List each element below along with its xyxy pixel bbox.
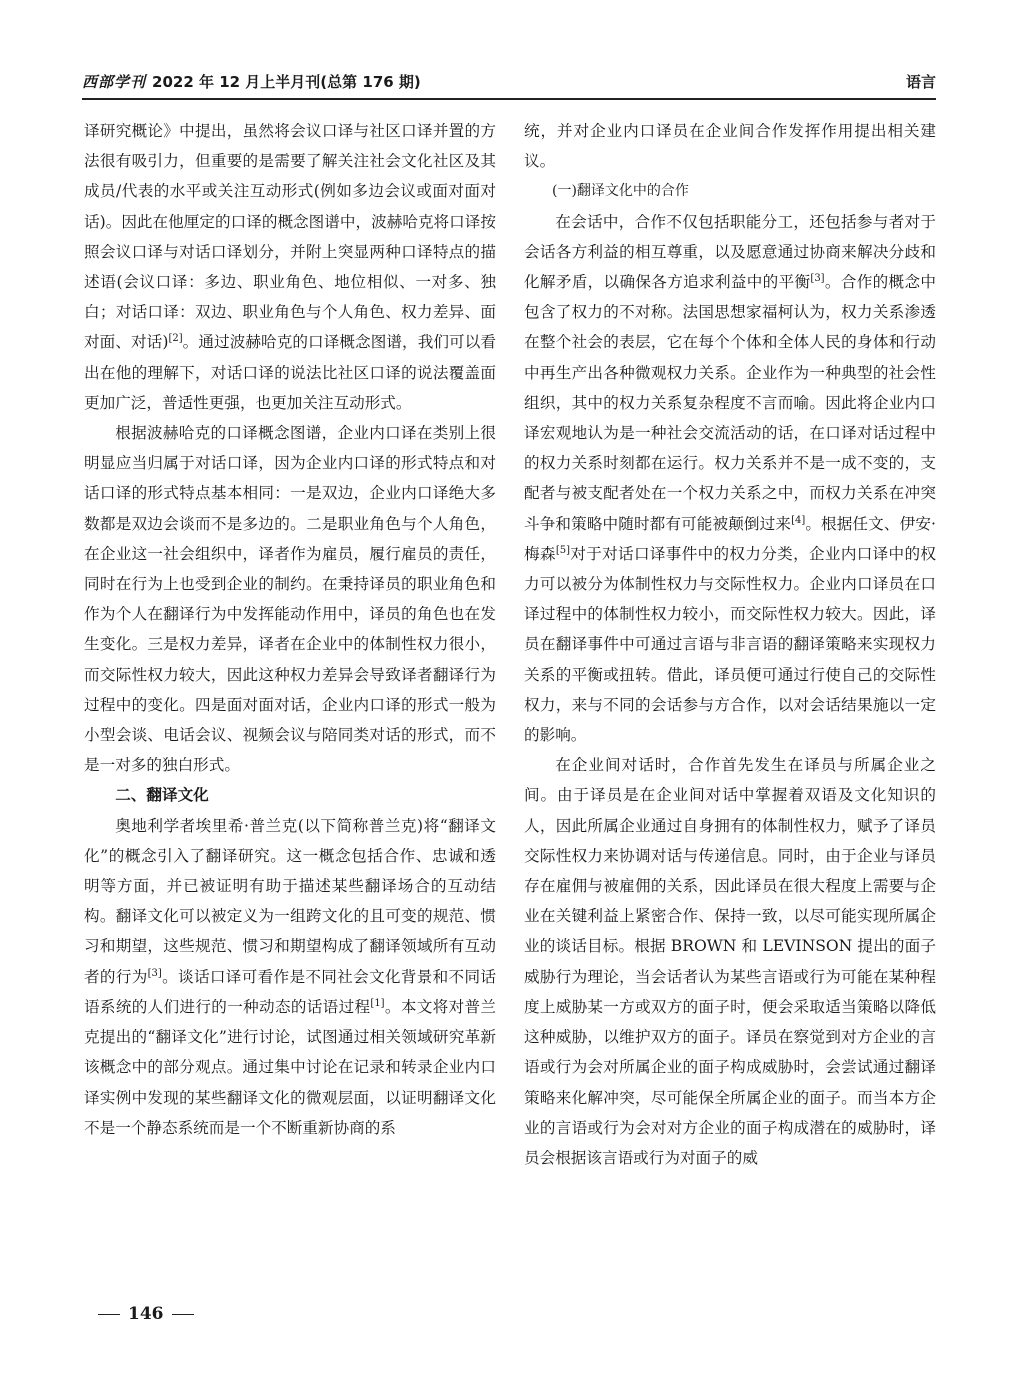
citation-ref: [3] bbox=[810, 272, 825, 284]
citation-ref: [1] bbox=[370, 997, 385, 1009]
text-run: 。通过波赫哈克的口译概念图谱，我们可以看出在他的理解下，对话口译的说法比社区口译的说法覆盖面更加广泛，普适性更强，也更加关注互动形式。 bbox=[84, 333, 496, 412]
paragraph: 根据波赫哈克的口译概念图谱，企业内口译在类别上很明显应当归属于对话口译，因为企业内口译的形式特点和对话口译的形式特点基本相同：一是双边，企业内口译绝大多数都是双边会谈而不是多边的。二是职业角色与个人角色，在企业这一社会组织中，译者作为雇员，履行雇员的责任，同时在行为上也受到企业的制约。在秉持译员的职业角色和作为个人在翻译行为中发挥能动作用中，译员的角色也在发生变化。三是权力差异，译者在企业中的体制性权力很小，而交际性权力较大，因此这种权力差异会导致译者翻译行为过程中的变化。四是面对面对话，企业内口译的形式一般为小型会谈、电话会议、视频会议与陪同类对话的形式，而不是一对多的独白形式。 bbox=[84, 424, 496, 775]
footer-dash bbox=[172, 1314, 194, 1315]
citation-ref: [3] bbox=[147, 967, 162, 979]
text-run: 奥地利学者埃里希·普兰克(以下简称普兰克)将“翻译文化”的概念引入了翻译研究。这一概念包括合作、忠诚和透明等方面，并已被证明有助于描述某些翻译场合的互动结构。翻译文化可以被定义为一组跨文化的且可变的规范、惯习和期望，这些规范、惯习和期望构成了翻译领域所有互动者的行为 bbox=[84, 816, 496, 986]
text-run: 。谈话口译可看作是不同社会文化背景和不同话语系统的人们进行的一种动态的话语过程 bbox=[84, 967, 496, 1016]
text-run: 在会话中，合作不仅包括职能分工，还包括参与者对于会话各方利益的相互尊重，以及愿意通过协商来解决分歧和化解矛盾，以确保各方追求利益中的平衡 bbox=[524, 212, 936, 292]
citation-ref: [5] bbox=[555, 544, 570, 556]
right-column bbox=[524, 116, 936, 1173]
paragraph: 统，并对企业内口译员在企业间合作发挥作用提出相关建议。 bbox=[524, 122, 936, 171]
running-header bbox=[82, 70, 936, 100]
paragraph bbox=[524, 207, 936, 751]
footer-dash bbox=[98, 1314, 120, 1315]
citation-ref: [4] bbox=[791, 514, 806, 526]
page-number: 146 bbox=[128, 1304, 164, 1324]
issue-info: 2022 年 12 月上半月刊(总第 176 期) bbox=[152, 73, 421, 91]
text-run: 译研究概论》中提出，虽然将会议口译与社区口译并置的方法很有吸引力，但重要的是需要了解关注社会文化社区及其成员/代表的水平或关注互动形式(例如多边会议或面对面对话)。因此在他厘定的口译的概念图谱中，波赫哈克将口译按照会议口译与对话口译划分，并附上突显两种口译特点的描述语(会议口译：多边、职业角色、地位相似、一对多、独白；对话口译：双边、职业角色与个人角色、权力差异、面对面、对话) bbox=[84, 122, 496, 352]
paragraph bbox=[84, 811, 496, 1143]
journal-logo: 西部学刊 bbox=[82, 73, 147, 91]
section-heading: 二、翻译文化 bbox=[115, 786, 209, 805]
paragraph: 在企业间对话时，合作首先发生在译员与所属企业之间。由于译员是在企业间对话中掌握着双语及文化知识的人，因此所属企业通过自身拥有的体制性权力，赋予了译员交际性权力来协调对话与传递信息。同时，由于企业与译员存在雇佣与被雇佣的关系，因此译员在很大程度上需要与企业在关键利益上紧密合作、保持一致，以尽可能实现所属企业的谈话目标。根据 BROWN 和 LEVINSON 提出的面子威胁行为理论，当会话者认为某些言语或行为可能在某种程度上威胁某一方或双方的面子时，便会采取适当策略以降低这种威胁，以维护双方的面子。译员在察觉到对方企业的言语或行为会对所属企业的面子构成威胁时，会尝试通过翻译策略来化解冲突，尽可能保全所属企业的面子。而当本方企业的言语或行为会对对方企业的面子构成潜在的威胁时，译员会根据该言语或行为对面子的威 bbox=[524, 756, 936, 1167]
left-column bbox=[84, 116, 496, 1143]
text-run: 。合作的概念中包含了权力的不对称。法国思想家福柯认为，权力关系渗透在整个社会的表层，它在每个个体和全体人民的身体和行动中再生产出各种微观权力关系。企业作为一种典型的社会性组织，其中的权力关系复杂程度不言而喻。因此将企业内口译宏观地认为是一种社会交流活动的话，在口译对话过程中的权力关系时刻都在运行。权力关系并不是一成不变的，支配者与被支配者处在一个权力关系之中，而权力关系在冲突斗争和策略中随时都有可能被颠倒过来 bbox=[524, 273, 936, 533]
text-run: 对于对话口译事件中的权力分类，企业内口译中的权力可以被分为体制性权力与交际性权力。企业内口译员在口译过程中的体制性权力较小，而交际性权力较大。因此，译员在翻译事件中可通过言语与非言语的翻译策略来实现权力关系的平衡或扭转。借此，译员便可通过行使自己的交际性权力，来与不同的会话参与方合作，以对会话结果施以一定的影响。 bbox=[524, 544, 936, 745]
paragraph bbox=[84, 116, 496, 418]
journal-info bbox=[82, 71, 421, 92]
text-run: 。本文将对普兰克提出的“翻译文化”进行讨论，试图通过相关领域研究革新该概念中的部分观点。通过集中讨论在记录和转录企业内口译实例中发现的某些翻译文化的微观层面，以证明翻译文化不是一个静态系统而是一个不断重新协商的系 bbox=[84, 997, 496, 1137]
citation-ref: [2] bbox=[168, 333, 183, 345]
page-footer bbox=[90, 1304, 202, 1324]
section-label: 语言 bbox=[905, 73, 936, 91]
subsection-heading: (一)翻译文化中的合作 bbox=[552, 183, 689, 200]
text-run: 。根据任文、伊安·梅森 bbox=[524, 514, 936, 563]
